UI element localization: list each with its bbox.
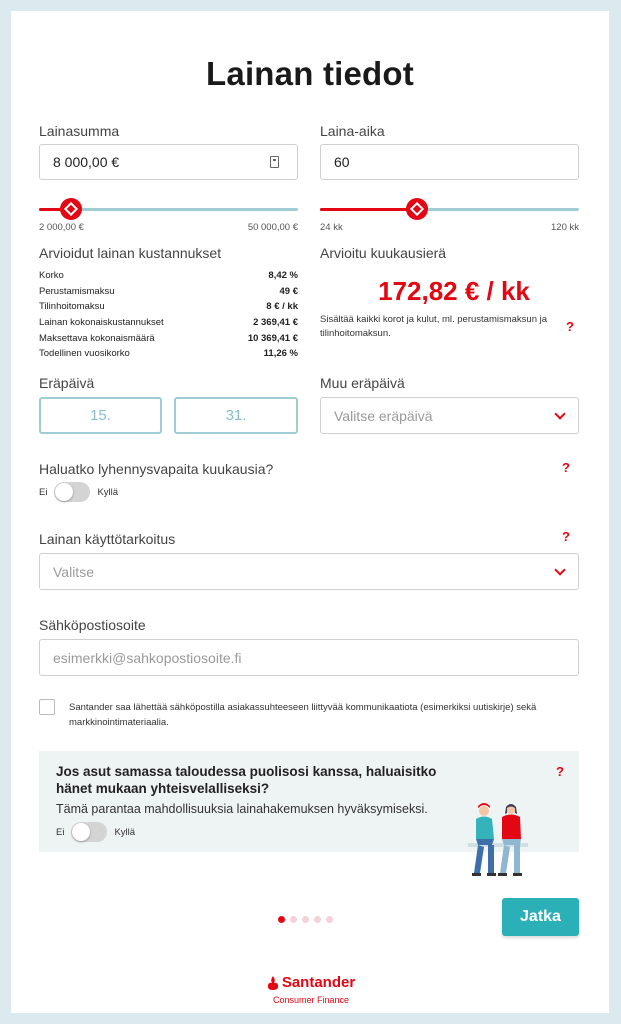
cost-row <box>39 346 298 362</box>
santander-logo <box>261 974 361 1005</box>
loan-amount-label: Lainasumma <box>39 123 120 139</box>
loan-term-input[interactable] <box>320 144 579 180</box>
co-borrower-question: Jos asut samassa taloudessa puolisosi kanssa, haluaisitko hänet mukaan yhteisvelalliseksi? <box>56 764 437 796</box>
email-placeholder: esimerkki@sahkopostiosoite.fi <box>53 649 242 666</box>
loan-term-max: 120 kk <box>551 222 579 233</box>
progress-dot <box>290 916 297 923</box>
chevron-down-icon <box>554 564 565 575</box>
cost-label: Lainan kokonaiskustannukset <box>39 317 164 329</box>
cost-label: Todellinen vuosikorko <box>39 348 130 360</box>
costs-table <box>39 268 298 362</box>
couple-illustration <box>464 799 534 885</box>
chevron-down-icon <box>554 408 565 419</box>
next-button[interactable]: Jatka <box>502 898 579 936</box>
cost-row <box>39 299 298 315</box>
cost-row <box>39 315 298 331</box>
calculator-icon <box>270 156 279 168</box>
co-borrower-help-icon[interactable]: ? <box>556 764 564 779</box>
co-borrower-subtext: Tämä parantaa mahdollisuuksia lainahakemuksen hyväksymiseksi. <box>56 802 428 816</box>
loan-details-card <box>11 11 609 1013</box>
flame-icon <box>267 976 279 990</box>
progress-dot-active <box>278 916 285 923</box>
loan-amount-slider-handle[interactable] <box>60 198 82 220</box>
payment-free-question: Haluatko lyhennysvapaita kuukausia? <box>39 461 274 477</box>
co-borrower-off-label: Ei <box>56 826 65 838</box>
co-borrower-on-label: Kyllä <box>114 826 136 838</box>
loan-term-slider[interactable] <box>320 208 579 211</box>
co-borrower-toggle-row <box>56 822 135 842</box>
purpose-help-icon[interactable]: ? <box>562 529 570 544</box>
marketing-consent-checkbox[interactable] <box>39 699 55 715</box>
monthly-help-icon[interactable]: ? <box>566 319 574 334</box>
toggle-knob <box>72 823 90 841</box>
purpose-label: Lainan käyttötarkoitus <box>39 531 176 547</box>
payment-free-toggle-row <box>39 482 118 502</box>
logo-brand: Santander <box>281 974 356 991</box>
loan-term-label: Laina-aika <box>320 123 385 139</box>
cost-label: Korko <box>39 270 64 282</box>
toggle-knob <box>55 483 73 501</box>
cost-value: 8 € / kk <box>266 301 298 313</box>
monthly-note: Sisältää kaikki korot ja kulut, ml. perustamismaksun ja tilinhoitomaksun. <box>320 314 548 339</box>
due-date-option-31[interactable]: 31. <box>174 397 298 434</box>
loan-amount-input[interactable] <box>39 144 298 180</box>
logo-sub: Consumer Finance <box>272 994 350 1005</box>
progress-dot <box>326 916 333 923</box>
email-input[interactable] <box>39 639 579 676</box>
other-due-date-select[interactable] <box>320 397 579 434</box>
cost-row <box>39 284 298 300</box>
loan-amount-max: 50 000,00 € <box>247 222 298 233</box>
loan-amount-slider[interactable] <box>39 208 298 211</box>
page-title: Lainan tiedot <box>206 55 414 92</box>
payment-free-off-label: Ei <box>39 486 48 498</box>
payment-free-on-label: Kyllä <box>97 486 119 498</box>
marketing-consent-text: Santander saa lähettää sähköpostilla asiakassuhteeseen liittyvää kommunikaatiota (esimerkiksi uutiskirje) sekä markkinointimateriaalia. <box>69 702 537 728</box>
co-borrower-toggle[interactable] <box>71 822 107 842</box>
payment-free-toggle[interactable] <box>54 482 90 502</box>
co-borrower-panel <box>39 751 579 852</box>
cost-row <box>39 330 298 346</box>
monthly-heading: Arvioitu kuukausierä <box>320 245 447 261</box>
loan-term-slider-handle[interactable] <box>406 198 428 220</box>
cost-row <box>39 268 298 284</box>
loan-term-min: 24 kk <box>320 222 343 233</box>
progress-dots <box>278 916 333 923</box>
cost-value: 10 369,41 € <box>247 332 298 344</box>
progress-dot <box>302 916 309 923</box>
loan-term-value: 60 <box>334 154 350 170</box>
other-due-date-label: Muu eräpäivä <box>320 375 405 391</box>
other-due-date-placeholder: Valitse eräpäivä <box>334 407 433 424</box>
due-date-label: Eräpäivä <box>39 375 95 391</box>
costs-heading: Arvioidut lainan kustannukset <box>39 245 222 261</box>
loan-amount-value: 8 000,00 € <box>53 154 120 170</box>
loan-amount-min: 2 000,00 € <box>39 222 84 233</box>
monthly-amount: 172,82 € / kk <box>378 276 530 306</box>
due-date-option-15[interactable]: 15. <box>39 397 162 434</box>
purpose-select[interactable] <box>39 553 579 590</box>
cost-value: 8,42 % <box>268 270 298 282</box>
cost-label: Maksettava kokonaismäärä <box>39 332 155 344</box>
payment-free-help-icon[interactable]: ? <box>562 460 570 475</box>
cost-value: 11,26 % <box>263 348 298 360</box>
purpose-placeholder: Valitse <box>53 563 94 580</box>
cost-label: Tilinhoitomaksu <box>39 301 105 313</box>
cost-value: 49 € <box>279 285 298 297</box>
email-label: Sähköpostiosoite <box>39 617 146 633</box>
cost-label: Perustamismaksu <box>39 285 115 297</box>
cost-value: 2 369,41 € <box>253 317 298 329</box>
progress-dot <box>314 916 321 923</box>
loan-term-slider-fill <box>320 208 417 211</box>
